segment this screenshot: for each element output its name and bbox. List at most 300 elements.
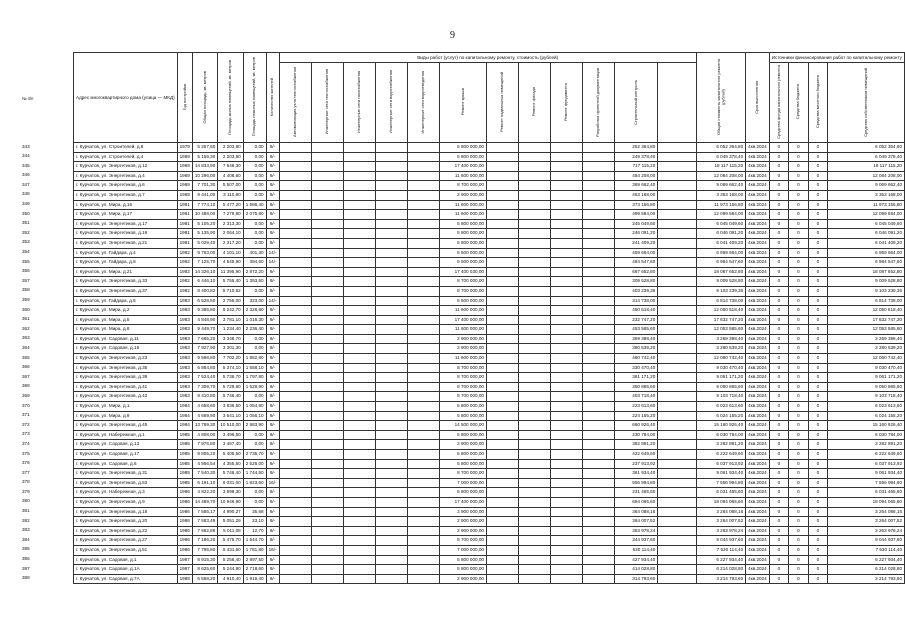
area-total-cell: 4 956,54: [192, 459, 217, 469]
finance-cell-2: 0: [789, 459, 808, 469]
owners-funds-cell: 6 031 465,60: [828, 488, 905, 498]
work-cell-1: [279, 507, 311, 517]
row-number: 354: [22, 249, 30, 255]
table-row: [74, 258, 905, 268]
deadline-cell: 4кв.2024: [746, 507, 770, 517]
work-cell-7: [486, 459, 518, 469]
work-cell-7: [486, 411, 518, 421]
work-cell-5: [407, 258, 439, 268]
work-cell-12: [658, 334, 697, 344]
work-cell-5: [407, 526, 439, 536]
owners-funds-cell: 6 037 913,92: [828, 459, 905, 469]
deadline-cell: 4кв.2024: [746, 478, 770, 488]
work-cell-7: [486, 277, 518, 287]
work-cell-7: [486, 143, 518, 153]
work-cell-3: [343, 248, 375, 258]
work-cell-5: [407, 545, 439, 555]
construction-control-cell: 223 613,60: [614, 402, 657, 412]
owners-funds-cell: 6 214 028,80: [828, 565, 905, 575]
work-cell-12: [658, 152, 697, 162]
work-cell-10: [582, 190, 614, 200]
owners-funds-cell: 18 117 115,20: [828, 162, 905, 172]
total-cost-cell: 6 024 155,20: [696, 411, 745, 421]
area-residential-cell: 3 496,50: [218, 430, 243, 440]
work-cell-5: [407, 190, 439, 200]
work-cell-1: [279, 143, 311, 153]
work-cell-3: [343, 402, 375, 412]
owners-funds-cell: 9 050 865,60: [828, 382, 905, 392]
address-cell: г. Курчатов, ул. Энергетиков, д.12: [74, 162, 178, 172]
finance-cell-2: 0: [789, 402, 808, 412]
roof-repair-cost-cell: 11 600 000,00: [439, 200, 486, 210]
area-nonresidential-cell: 0,00: [243, 286, 266, 296]
work-cell-8: [518, 450, 550, 460]
area-total-header: Общая площадь, кв. метров: [201, 70, 207, 124]
work-cell-12: [658, 229, 697, 239]
work-cell-8: [518, 200, 550, 210]
deadline-cell: 4кв.2024: [746, 373, 770, 383]
area-total-cell: 4 658,60: [192, 402, 217, 412]
finance-cell-1: 0: [769, 402, 788, 412]
total-cost-cell: 3 353 168,00: [696, 190, 745, 200]
table-row: [74, 411, 905, 421]
work-cell-8: [518, 478, 550, 488]
finance-cell-1: 0: [769, 190, 788, 200]
row-number: 379: [22, 488, 30, 494]
residents-header: Количество жителей: [269, 77, 275, 117]
work-cell-9: [550, 258, 582, 268]
work-cell-2: [311, 574, 343, 584]
roof-repair-cost-cell: 5 800 000,00: [439, 430, 486, 440]
work-cell-5: [407, 219, 439, 229]
finance-cell-1: 0: [769, 162, 788, 172]
year-cell: 1986: [177, 507, 192, 517]
work-cell-3: [343, 459, 375, 469]
work-cell-3: [343, 325, 375, 335]
year-cell: 1983: [177, 334, 192, 344]
finance-header-3: Средства местного бюджета: [814, 75, 820, 129]
construction-control-cell: 232 747,20: [614, 315, 657, 325]
finance-cell-2: 0: [789, 200, 808, 210]
work-header-8: Ремонт фасада: [531, 87, 537, 117]
work-cell-12: [658, 373, 697, 383]
area-total-cell: 7 976,80: [192, 440, 217, 450]
work-cell-4: [375, 334, 407, 344]
table-row: [74, 286, 905, 296]
table-row: [74, 277, 905, 287]
work-cell-7: [486, 171, 518, 181]
work-cell-2: [311, 536, 343, 546]
work-cell-1: [279, 354, 311, 364]
work-cell-9: [550, 430, 582, 440]
work-cell-3: [343, 152, 375, 162]
work-cell-10: [582, 248, 614, 258]
floors-cell: 9/-: [266, 565, 279, 575]
finance-cell-1: 0: [769, 325, 788, 335]
work-cell-7: [486, 469, 518, 479]
owners-funds-cell: 9 061 934,40: [828, 469, 905, 479]
finance-cell-3: 0: [808, 488, 827, 498]
total-cost-cell: 6 037 913,92: [696, 459, 745, 469]
deadline-cell: 4кв.2024: [746, 555, 770, 565]
area-residential-cell: 3 301,30: [218, 344, 243, 354]
row-number: 352: [22, 229, 30, 235]
work-cell-7: [486, 152, 518, 162]
work-cell-5: [407, 171, 439, 181]
work-cell-3: [343, 450, 375, 460]
deadline-cell: 4кв.2024: [746, 488, 770, 498]
finance-cell-3: 0: [808, 574, 827, 584]
table-row: [74, 507, 905, 517]
work-cell-3: [343, 507, 375, 517]
row-number: 370: [22, 402, 30, 408]
owners-funds-cell: 6 227 934,40: [828, 555, 905, 565]
floors-cell: 9/-: [266, 152, 279, 162]
area-nonresidential-cell: 0,00: [243, 219, 266, 229]
finance-cell-1: 0: [769, 459, 788, 469]
work-cell-3: [343, 555, 375, 565]
work-cell-1: [279, 450, 311, 460]
work-cell-7: [486, 421, 518, 431]
finance-cell-3: 0: [808, 411, 827, 421]
finance-cell-2: 0: [789, 286, 808, 296]
work-cell-10: [582, 545, 614, 555]
deadline-cell: 4кв.2024: [746, 229, 770, 239]
work-cell-10: [582, 430, 614, 440]
area-residential-cell: 4 545,90: [218, 258, 243, 268]
work-cell-3: [343, 545, 375, 555]
finance-cell-2: 0: [789, 315, 808, 325]
finance-cell-3: 0: [808, 229, 827, 239]
work-cell-1: [279, 478, 311, 488]
area-residential-cell: 6 031,00: [218, 478, 243, 488]
construction-control-cell: 224 155,20: [614, 411, 657, 421]
work-cell-12: [658, 181, 697, 191]
address-cell: г. Курчатов, ул. Энергетиков, д.21: [74, 238, 178, 248]
address-cell: г. Курчатов, ул. Мира, д.16: [74, 200, 178, 210]
area-residential-cell: 10 510,00: [218, 421, 243, 431]
work-cell-8: [518, 267, 550, 277]
work-cell-10: [582, 555, 614, 565]
work-cell-1: [279, 574, 311, 584]
row-number: 381: [22, 508, 30, 514]
deadline-cell: 4кв.2024: [746, 450, 770, 460]
work-cell-1: [279, 344, 311, 354]
work-cell-7: [486, 497, 518, 507]
table-row: [74, 210, 905, 220]
work-cell-10: [582, 373, 614, 383]
construction-control-cell: 330 470,40: [614, 363, 657, 373]
roof-repair-cost-cell: 7 000 000,00: [439, 478, 486, 488]
finance-cell-1: 0: [769, 354, 788, 364]
finance-cell-1: 0: [769, 469, 788, 479]
area-total-cell: 7 795,80: [192, 545, 217, 555]
row-number: 388: [22, 575, 30, 581]
year-cell: 1983: [177, 315, 192, 325]
construction-control-cell: 660 926,40: [614, 421, 657, 431]
area-nonresidential-cell: 0,00: [243, 152, 266, 162]
area-residential-cell: 7 648,30: [218, 162, 243, 172]
table-row: [74, 219, 905, 229]
deadline-cell: 4кв.2024: [746, 334, 770, 344]
year-cell: 1981: [177, 219, 192, 229]
address-cell: г. Курчатов, ул. Энергетиков, д.19: [74, 229, 178, 239]
owners-funds-cell: 3 263 978,24: [828, 526, 905, 536]
area-total-cell: 5 105,20: [192, 219, 217, 229]
table-row: [74, 200, 905, 210]
row-number: 351: [22, 220, 30, 226]
construction-control-cell: 230 784,00: [614, 430, 657, 440]
address-header: Адрес многоквартирного дома (улица — МКД): [74, 53, 178, 143]
finance-cell-2: 0: [789, 373, 808, 383]
work-cell-9: [550, 536, 582, 546]
row-number: 377: [22, 469, 30, 475]
address-cell: г. Курчатов, ул. Энергетиков, д.4: [74, 171, 178, 181]
total-cost-cell: 9 044 937,60: [696, 536, 745, 546]
work-cell-1: [279, 565, 311, 575]
finance-cell-3: 0: [808, 382, 827, 392]
work-cell-8: [518, 143, 550, 153]
work-cell-12: [658, 258, 697, 268]
deadline-cell: 4кв.2024: [746, 469, 770, 479]
work-cell-2: [311, 565, 343, 575]
work-cell-7: [486, 507, 518, 517]
year-cell: 1987: [177, 565, 192, 575]
address-cell: г. Курчатов, ул. Мира, д.17: [74, 210, 178, 220]
area-nonresidential-cell: 1 797,80: [243, 373, 266, 383]
finance-cell-2: 0: [789, 210, 808, 220]
deadline-cell: 4кв.2024: [746, 440, 770, 450]
work-cell-2: [311, 526, 343, 536]
address-cell: г. Курчатов, ул. Мира, д.5: [74, 315, 178, 325]
area-nonresidential-cell: 0,00: [243, 229, 266, 239]
area-residential-cell: 5 755,40: [218, 277, 243, 287]
address-cell: г. Курчатов, ул. Энергетиков, д.33: [74, 277, 178, 287]
work-cell-8: [518, 440, 550, 450]
work-cell-1: [279, 286, 311, 296]
work-cell-12: [658, 162, 697, 172]
work-cell-4: [375, 392, 407, 402]
work-cell-12: [658, 344, 697, 354]
total-cost-cell: 6 052 364,80: [696, 143, 745, 153]
work-cell-3: [343, 210, 375, 220]
work-cell-4: [375, 421, 407, 431]
work-cell-5: [407, 402, 439, 412]
area-total-cell: 9 449,70: [192, 325, 217, 335]
work-cell-12: [658, 296, 697, 306]
work-cell-10: [582, 411, 614, 421]
area-residential-cell: 1 234,40: [218, 325, 243, 335]
deadline-cell: 4кв.2024: [746, 152, 770, 162]
year-cell: 1988: [177, 574, 192, 584]
table-row: [74, 526, 905, 536]
work-cell-3: [343, 526, 375, 536]
work-cell-8: [518, 219, 550, 229]
row-number: 361: [22, 316, 30, 322]
work-cell-5: [407, 315, 439, 325]
work-cell-7: [486, 181, 518, 191]
work-cell-5: [407, 296, 439, 306]
construction-control-cell: 422 649,60: [614, 450, 657, 460]
roof-repair-cost-cell: 17 400 000,00: [439, 497, 486, 507]
work-cell-1: [279, 402, 311, 412]
work-cell-8: [518, 325, 550, 335]
total-cost-header: Общая стоимость капитального ремонта (рублей): [715, 58, 725, 136]
address-cell: г. Курчатов, ул. Энергетиков, д.31: [74, 469, 178, 479]
year-cell: 1983: [177, 325, 192, 335]
finance-cell-2: 0: [789, 478, 808, 488]
work-cell-9: [550, 334, 582, 344]
work-cell-8: [518, 210, 550, 220]
area-nonresidential-cell: 0,00: [243, 440, 266, 450]
work-cell-7: [486, 267, 518, 277]
row-number: 387: [22, 565, 30, 571]
year-cell: 1969: [177, 162, 192, 172]
address-cell: г. Курчатов, ул. Энергетиков, д.35: [74, 363, 178, 373]
work-cell-9: [550, 306, 582, 316]
finance-cell-1: 0: [769, 152, 788, 162]
total-cost-cell: 6 984 547,60: [696, 258, 745, 268]
address-cell: г. Курчатов, ул. Гайдара, д.6: [74, 296, 178, 306]
finance-cell-2: 0: [789, 143, 808, 153]
table-row: [74, 545, 905, 555]
row-number: 372: [22, 421, 30, 427]
finance-cell-1: 0: [769, 450, 788, 460]
area-nonresidential-cell: 2 897,50: [243, 555, 266, 565]
page-number: 9: [450, 30, 455, 41]
work-cell-8: [518, 363, 550, 373]
owners-funds-cell: 6 222 649,60: [828, 450, 905, 460]
area-nonresidential-cell: 1 744,50: [243, 469, 266, 479]
finance-cell-1: 0: [769, 517, 788, 527]
construction-control-cell: 427 934,40: [614, 555, 657, 565]
deadline-cell: 4кв.2024: [746, 430, 770, 440]
table-row: [74, 296, 905, 306]
floors-cell: 9/-: [266, 517, 279, 527]
area-nonresidential-cell: 0,00: [243, 344, 266, 354]
finance-cell-3: 0: [808, 325, 827, 335]
work-cell-12: [658, 363, 697, 373]
work-cell-10: [582, 574, 614, 584]
finance-cell-2: 0: [789, 238, 808, 248]
year-cell: 1985: [177, 440, 192, 450]
construction-control-cell: 484 547,60: [614, 258, 657, 268]
work-cell-12: [658, 536, 697, 546]
roof-repair-cost-cell: 2 900 000,00: [439, 190, 486, 200]
work-cell-9: [550, 363, 582, 373]
construction-control-cell: 241 409,20: [614, 238, 657, 248]
work-cell-8: [518, 545, 550, 555]
area-total-cell: 7 701,30: [192, 181, 217, 191]
floors-cell: 9/-: [266, 171, 279, 181]
work-cell-3: [343, 392, 375, 402]
roof-repair-cost-cell: 11 600 000,00: [439, 210, 486, 220]
finance-cell-2: 0: [789, 190, 808, 200]
work-cell-2: [311, 373, 343, 383]
finance-cell-2: 0: [789, 162, 808, 172]
year-cell: 1987: [177, 555, 192, 565]
area-nonresidential-cell: 2 718,60: [243, 565, 266, 575]
area-total-cell: 5 159,30: [192, 152, 217, 162]
work-cell-12: [658, 171, 697, 181]
work-cell-9: [550, 526, 582, 536]
floors-cell: 9/-: [266, 507, 279, 517]
work-cell-2: [311, 497, 343, 507]
address-cell: г. Курчатов, ул. Энергетиков, д.6: [74, 181, 178, 191]
work-cell-12: [658, 402, 697, 412]
work-cell-12: [658, 143, 697, 153]
roof-repair-cost-cell: 5 800 000,00: [439, 450, 486, 460]
area-nonresidential-cell: 0,00: [243, 497, 266, 507]
owners-funds-cell: 6 049 378,40: [828, 152, 905, 162]
floors-cell: 9/-: [266, 430, 279, 440]
work-cell-1: [279, 469, 311, 479]
work-cell-8: [518, 411, 550, 421]
area-residential-cell: 2 755,00: [218, 296, 243, 306]
finance-cell-1: 0: [769, 574, 788, 584]
table-row: [74, 469, 905, 479]
finance-cell-2: 0: [789, 306, 808, 316]
work-cell-3: [343, 363, 375, 373]
year-cell: 1969: [177, 181, 192, 191]
year-cell: 1984: [177, 411, 192, 421]
work-cell-10: [582, 526, 614, 536]
roof-repair-cost-cell: 5 800 000,00: [439, 411, 486, 421]
work-cell-8: [518, 229, 550, 239]
work-cell-4: [375, 555, 407, 565]
deadline-cell: 4кв.2024: [746, 277, 770, 287]
area-residential-cell: 7 702,20: [218, 354, 243, 364]
address-cell: г. Курчатов, ул. Энергетиков, д.9: [74, 497, 178, 507]
work-cell-5: [407, 555, 439, 565]
finance-header-1: Средства фонда капитального ремонта: [775, 65, 781, 139]
area-residential-cell: 6 431,60: [218, 545, 243, 555]
year-cell: 1986: [177, 526, 192, 536]
work-cell-1: [279, 526, 311, 536]
finance-cell-2: 0: [789, 248, 808, 258]
area-nonresidential-cell: 23,10: [243, 517, 266, 527]
work-cell-10: [582, 171, 614, 181]
address-cell: г. Курчатов, ул. Мира, д.9: [74, 411, 178, 421]
work-cell-8: [518, 536, 550, 546]
table-row: [74, 488, 905, 498]
roof-repair-cost-cell: 8 700 000,00: [439, 382, 486, 392]
roof-repair-cost-cell: 5 800 000,00: [439, 565, 486, 575]
deadline-cell: 4кв.2024: [746, 354, 770, 364]
work-cell-10: [582, 277, 614, 287]
construction-control-cell: 249 378,40: [614, 152, 657, 162]
work-cell-5: [407, 565, 439, 575]
finance-cell-2: 0: [789, 536, 808, 546]
work-cell-1: [279, 210, 311, 220]
work-cell-10: [582, 267, 614, 277]
owners-funds-cell: 18 087 652,80: [828, 267, 905, 277]
deadline-cell: 4кв.2024: [746, 267, 770, 277]
address-cell: г. Курчатов, ул. Энергетиков, д.23: [74, 354, 178, 364]
work-cell-5: [407, 229, 439, 239]
finance-cell-1: 0: [769, 306, 788, 316]
total-cost-cell: 6 031 465,60: [696, 488, 745, 498]
total-cost-cell: 6 222 649,60: [696, 450, 745, 460]
row-number: 383: [22, 527, 30, 533]
work-cell-9: [550, 421, 582, 431]
work-cell-3: [343, 536, 375, 546]
table-row: [74, 574, 905, 584]
deadline-cell: 4кв.2024: [746, 162, 770, 172]
floors-cell: 14/-: [266, 296, 279, 306]
finance-cell-2: 0: [789, 325, 808, 335]
floors-cell: 9/-: [266, 469, 279, 479]
